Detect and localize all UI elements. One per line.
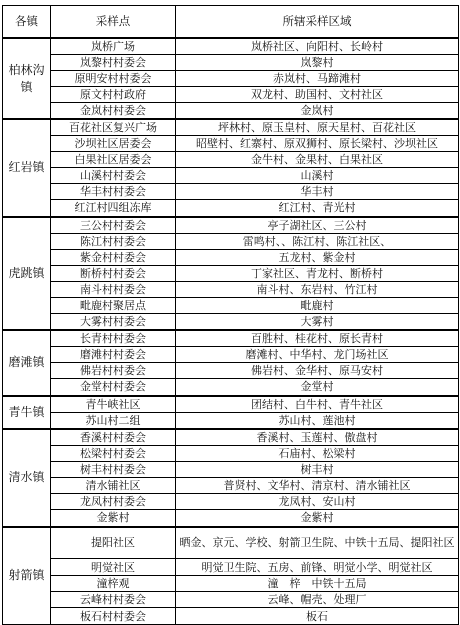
header-town: 各镇 [3, 6, 51, 39]
table-row [3, 152, 459, 168]
sampling-site-cell: 提阳社区 [51, 527, 176, 559]
table-row [3, 363, 459, 379]
town-name-cell: 射箭镇 [3, 527, 51, 625]
sampling-area-cell: 百胜村、桂花村、原长青村 [176, 330, 459, 347]
sampling-site-cell: 明觉社区 [51, 559, 176, 576]
town-name-cell: 红岩镇 [3, 119, 51, 217]
sampling-area-cell: 五龙村、紫金村 [176, 249, 459, 265]
sampling-site-cell: 松梁村村委会 [51, 446, 176, 462]
table-row [3, 576, 459, 592]
sampling-site-cell: 清水铺社区 [51, 478, 176, 494]
sampling-area-cell: 石庙村、松梁村 [176, 446, 459, 462]
sampling-site-cell: 金岚村村委会 [51, 103, 176, 120]
sampling-area-cell: 岚黎村 [176, 55, 459, 71]
sampling-site-cell: 断桥村村委会 [51, 265, 176, 281]
sampling-area-cell: 金牛村、金果村、白果社区 [176, 152, 459, 168]
sampling-area-cell: 丁家社区、青龙村、断桥村 [176, 265, 459, 281]
sampling-area-cell: 金紫村 [176, 510, 459, 527]
sampling-area-cell: 南斗村、东岩村、竹江村 [176, 281, 459, 297]
sampling-site-cell: 华丰村村委会 [51, 184, 176, 200]
sampling-site-cell: 陈江村村委会 [51, 233, 176, 249]
table-row [3, 71, 459, 87]
sampling-area-cell: 双龙村、助国村、文村社区 [176, 87, 459, 103]
sampling-area-cell: 毗鹿村 [176, 297, 459, 313]
table-row [3, 87, 459, 103]
sampling-site-cell: 长青村村委会 [51, 330, 176, 347]
table-row [3, 184, 459, 200]
sampling-area-cell: 金堂村 [176, 379, 459, 396]
sampling-site-cell: 大雾村村委会 [51, 313, 176, 330]
table-row [3, 330, 459, 347]
table-row [3, 200, 459, 217]
sampling-site-cell: 原文村村政府 [51, 87, 176, 103]
table-body [3, 38, 459, 625]
sampling-area-cell: 香溪村、玉莲村、傲盘村 [176, 429, 459, 446]
sampling-area-cell: 华丰村 [176, 184, 459, 200]
table-row [3, 38, 459, 55]
table-row [3, 136, 459, 152]
table-row [3, 249, 459, 265]
table-header-row [3, 6, 459, 39]
sampling-site-cell: 苏山村二组 [51, 412, 176, 429]
sampling-area-cell: 亭子湖社区、三公村 [176, 217, 459, 234]
sampling-site-cell: 三公村村委会 [51, 217, 176, 234]
sampling-area-cell: 磨滩村、中华村、龙门场社区 [176, 347, 459, 363]
sampling-area-cell: 金岚村 [176, 103, 459, 120]
sampling-site-cell: 岚桥广场 [51, 38, 176, 55]
table-row [3, 347, 459, 363]
sampling-site-cell: 红江村四组冻库 [51, 200, 176, 217]
table-row [3, 119, 459, 136]
sampling-site-cell: 百花社区复兴广场 [51, 119, 176, 136]
sampling-site-cell: 山溪村村委会 [51, 168, 176, 184]
table-row [3, 379, 459, 396]
sampling-site-cell: 云峰村村委会 [51, 592, 176, 608]
header-site: 采样点 [51, 6, 176, 39]
table-row [3, 217, 459, 234]
sampling-area-cell: 普贤村、文华村、清京村、清水铺社区 [176, 478, 459, 494]
table-row [3, 429, 459, 446]
table-row [3, 559, 459, 576]
table-row [3, 510, 459, 527]
sampling-site-cell: 龙凤村村委会 [51, 494, 176, 510]
table-row [3, 494, 459, 510]
sampling-site-cell: 紫金村村委会 [51, 249, 176, 265]
sampling-area-cell: 树丰村 [176, 462, 459, 478]
town-name-cell: 清水镇 [3, 429, 51, 527]
header-area: 所辖采样区域 [176, 6, 459, 39]
sampling-area-cell: 龙凤村、安山村 [176, 494, 459, 510]
sampling-area-cell: 昭壁村、红寨村、原双狮村、原长梁村、沙坝社区 [176, 136, 459, 152]
sampling-site-cell: 佛岩村村委会 [51, 363, 176, 379]
sampling-area-cell: 团结村、白牛村、青牛社区 [176, 396, 459, 413]
sampling-area-cell: 云峰、帽壳、处理厂 [176, 592, 459, 608]
table-row [3, 592, 459, 608]
sampling-site-cell: 金紫村 [51, 510, 176, 527]
sampling-area-cell: 大雾村 [176, 313, 459, 330]
table-row [3, 478, 459, 494]
sampling-table [2, 5, 459, 625]
sampling-area-cell: 山溪村 [176, 168, 459, 184]
town-name-cell: 虎跳镇 [3, 217, 51, 331]
sampling-area-cell: 板石 [176, 608, 459, 625]
sampling-site-cell: 潼梓观 [51, 576, 176, 592]
table-row [3, 233, 459, 249]
sampling-area-cell: 岚桥社区、向阳村、长岭村 [176, 38, 459, 55]
sampling-site-cell: 白果社区居委会 [51, 152, 176, 168]
table-row [3, 168, 459, 184]
sampling-site-cell: 板石村村委会 [51, 608, 176, 625]
sampling-area-cell: 赤岚村、马蹄滩村 [176, 71, 459, 87]
town-name-cell: 柏林沟镇 [3, 38, 51, 119]
sampling-site-cell: 毗鹿村聚居点 [51, 297, 176, 313]
table-row [3, 281, 459, 297]
sampling-area-cell: 红江村、青光村 [176, 200, 459, 217]
table-row [3, 412, 459, 429]
table-row [3, 527, 459, 559]
table-row [3, 313, 459, 330]
sampling-area-cell: 晒金、京元、学校、射箭卫生院、中铁十五局、提阳社区 [176, 527, 459, 559]
table-row [3, 103, 459, 120]
table-row [3, 265, 459, 281]
sampling-area-cell: 潼 梓 中铁十五局 [176, 576, 459, 592]
sampling-site-cell: 金堂村村委会 [51, 379, 176, 396]
table-row [3, 446, 459, 462]
sampling-table-container [2, 5, 458, 625]
table-row [3, 608, 459, 625]
sampling-site-cell: 青牛峡社区 [51, 396, 176, 413]
town-name-cell: 青牛镇 [3, 396, 51, 430]
sampling-site-cell: 沙坝社区居委会 [51, 136, 176, 152]
town-name-cell: 磨滩镇 [3, 330, 51, 396]
sampling-area-cell: 佛岩村、金华村、原马安村 [176, 363, 459, 379]
sampling-site-cell: 香溪村村委会 [51, 429, 176, 446]
sampling-site-cell: 树丰村村委会 [51, 462, 176, 478]
table-row [3, 396, 459, 413]
sampling-area-cell: 苏山村、莲池村 [176, 412, 459, 429]
sampling-site-cell: 南斗村村委会 [51, 281, 176, 297]
sampling-site-cell: 磨滩村村委会 [51, 347, 176, 363]
sampling-site-cell: 原明安村村委会 [51, 71, 176, 87]
table-row [3, 55, 459, 71]
table-row [3, 297, 459, 313]
sampling-area-cell: 明觉卫生院、五房、前锋、明觉小学、明觉社区 [176, 559, 459, 576]
table-row [3, 462, 459, 478]
sampling-area-cell: 雷鸣村、、陈江村、陈江社区、 [176, 233, 459, 249]
sampling-area-cell: 坪林村、原玉皇村、原天星村、百花社区 [176, 119, 459, 136]
sampling-site-cell: 岚黎村村委会 [51, 55, 176, 71]
